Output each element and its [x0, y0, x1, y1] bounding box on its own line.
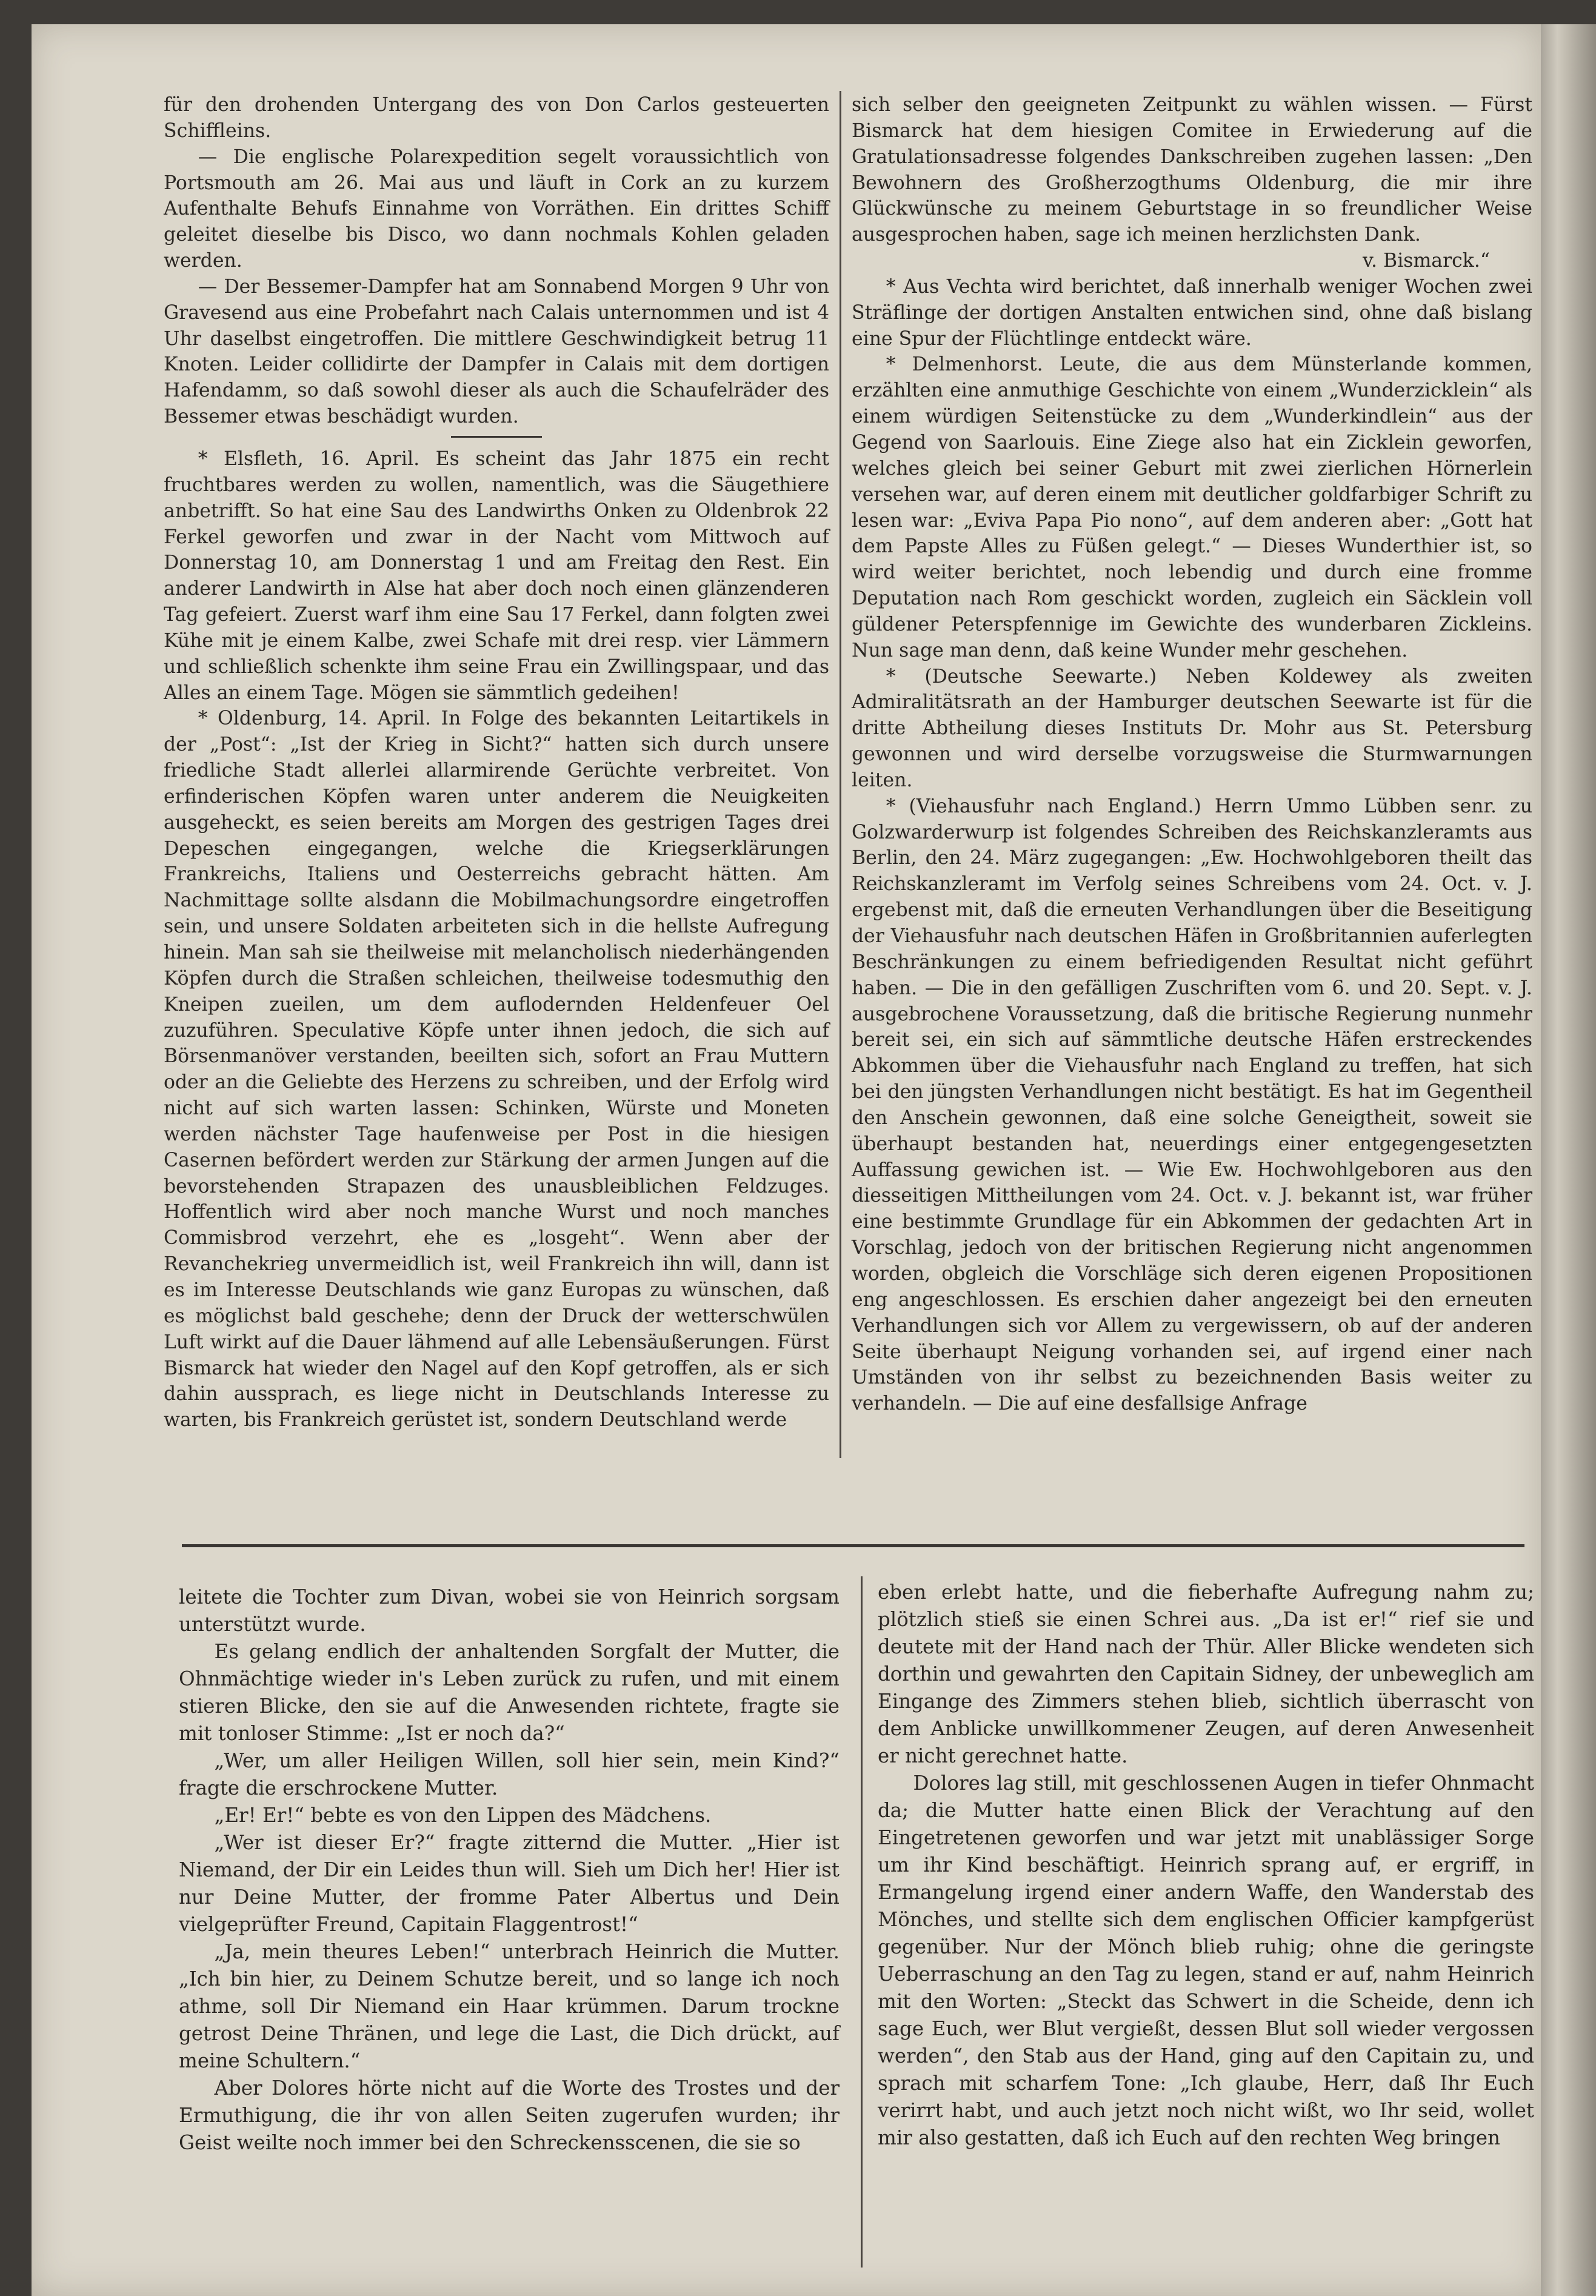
column-divider	[861, 1576, 863, 2268]
story-paragraph: „Wer, um aller Heiligen Willen, soll hier sein, mein Kind?“ fragte die erschrockene Mutter.	[179, 1749, 840, 1799]
news-paragraph: sich selber den geeigneten Zeitpunkt zu wählen wissen. — Fürst Bismarck hat dem hiesigen Comitee in Erwiederung auf die Gratulationsadresse folgendes Dankschreiben zugehen lassen: „Den Bewohnern des Großherzogthums Oldenburg, die mir ihre Glückwünsche zu meinem Geburtstage in so freundlicher Weise ausgesprochen haben, sage ich meinen herzlichsten Dank.	[852, 94, 1532, 246]
facing-page-edge	[1541, 24, 1596, 2296]
news-paragraph: für den drohenden Untergang des von Don Carlos gesteuerten Schiffleins.	[164, 94, 829, 142]
section-divider	[451, 436, 542, 438]
news-paragraph: — Der Bessemer-Dampfer hat am Sonnabend Morgen 9 Uhr von Gravesend aus eine Probefahrt nach Calais unternommen und ist 4 Uhr daselbst eingetroffen. Die mittlere Geschwindigkeit betrug 11 Knoten. Leider collidirte der Dampfer in Calais mit dem dortigen Hafendamm, so daß sowohl dieser als auch die Schaufelräder des Bessemer etwas beschädigt wurden.	[164, 275, 829, 428]
news-paragraph: * Delmenhorst. Leute, die aus dem Münsterlande kommen, erzählten eine anmuthige Geschichte von einem „Wunderzicklein“ als einem würdigen Seitenstücke zu dem „Wunderkindlein“ aus der Gegend von Saarlouis. Eine Ziege also hat ein Zicklein geworfen, welches gleich bei seiner Geburt mit zwei zierlichen Hörnerlein versehen war, auf deren einem mit deutlicher goldfarbiger Schrift zu lesen war: „Eviva Papa Pio nono“, auf dem anderen aber: „Gott hat dem Papste Alles zu Füßen gelegt.“ — Dieses Wunderthier ist, so wird weiter berichtet, noch lebendig und durch eine fromme Deputation nach Rom geschickt worden, zugleich ein Säcklein voll güldener Peterspfennige im Gewichte des wunderbaren Zickleins. Nun sage man denn, daß keine Wunder mehr geschehen.	[852, 353, 1532, 661]
news-column-left	[164, 92, 829, 1445]
news-paragraph: * (Viehausfuhr nach England.) Herrn Ummo Lübben senr. zu Golzwarderwurp ist folgendes Schreiben des Reichskanzleramts aus Berlin, den 24. März zugegangen: „Ew. Hochwohlgeboren theilt das Reichskanzleramt im Verfolg seines Schreibens vom 24. Oct. v. J. ergebenst mit, daß die erneuten Verhandlungen über die Beseitigung der Viehausfuhr nach deutschen Häfen in Großbritannien auferlegten Beschränkungen zu einem befriedigenden Resultat nicht geführt haben. — Die in den gefälligen Zuschriften vom 6. und 20. Sept. v. J. ausgebrochene Voraussetzung, daß die britische Regierung nunmehr bereit sei, ein sich auf sämmtliche deutsche Häfen erstreckendes Abkommen über die Viehausfuhr nach England zu treffen, hat sich bei den jüngsten Verhandlungen nicht bestätigt. Es hat im Gegentheil den Anschein gewonnen, daß eine solche Geneigtheit, soweit sie überhaupt bestanden hat, neuerdings einer entgegengesetzten Auffassung gewichen ist. — Wie Ew. Hochwohlgeboren aus den diesseitigen Mittheilungen vom 24. Oct. v. J. bekannt ist, war früher eine bestimmte Grundlage für ein Abkommen der gedachten Art in Vorschlag, jedoch von der britischen Regierung nicht angenommen worden, obgleich die Vorschläge sich deren eigenen Propositionen eng angeschlossen. Es erschien daher angezeigt bei den erneuten Verhandlungen sich vor Allem zu vergewissern, ob auf der anderen Seite überhaupt Neigung vorhanden sei, auf irgend einer nach Umständen von ihr selbst zu bezeichnenden Basis weiter zu verhandeln. — Die auf eine desfallsige Anfrage	[852, 795, 1532, 1415]
feuilleton-divider	[182, 1544, 1524, 1547]
news-column-right	[852, 92, 1532, 1445]
news-paragraph: * (Deutsche Seewarte.) Neben Koldewey als zweiten Admiralitätsrath an der Hamburger deutschen Seewarte ist für die dritte Abtheilung dieses Instituts Dr. Mohr aus St. Petersburg gewonnen und wird derselbe vorzugsweise die Sturmwarnungen leiten.	[852, 665, 1532, 791]
column-divider	[840, 91, 841, 1458]
story-paragraph: eben erlebt hatte, und die fieberhafte Aufregung nahm zu; plötzlich stieß sie einen Schrei aus. „Da ist er!“ rief sie und deutete mit der Hand nach der Thür. Aller Blicke wendeten sich dorthin und gewahrten den Capitain Sidney, der unbeweglich am Eingange des Zimmers stehen blieb, sichtlich überrascht von dem Anblicke unwillkommener Zeugen, auf deren Anwesenheit er nicht gerechnet hatte.	[878, 1581, 1534, 1767]
signature: v. Bismarck.“	[1362, 250, 1490, 272]
news-paragraph: — Die englische Polarexpedition segelt voraussichtlich von Portsmouth am 26. Mai aus und läuft in Cork an zu kurzem Aufenthalte Behufs Einnahme von Vorräthen. Ein drittes Schiff geleitet dieselbe bis Disco, wo dann nochmals Kohlen geladen werden.	[164, 146, 829, 272]
story-column-right	[878, 1579, 1534, 2264]
story-paragraph: „Ja, mein theures Leben!“ unterbrach Heinrich die Mutter. „Ich bin hier, zu Deinem Schutze bereit, und so lange ich noch athme, soll Dir Niemand ein Haar krümmen. Darum trockne getrost Deine Thränen, und lege die Last, die Dich drückt, auf meine Schultern.“	[179, 1940, 840, 2072]
news-paragraph: * Elsfleth, 16. April. Es scheint das Jahr 1875 ein recht fruchtbares werden zu wollen, namentlich, was die Säugethiere anbetrifft. So hat eine Sau des Landwirths Onken zu Oldenbrok 22 Ferkel geworfen und zwar in der Nacht vom Mittwoch auf Donnerstag 10, am Donnerstag 1 und am Freitag den Rest. Ein anderer Landwirth in Alse hat aber doch noch einen glänzenderen Tag gefeiert. Zuerst warf ihm eine Sau 17 Ferkel, dann folgten zwei Kühe mit je einem Kalbe, zwei Schafe mit drei resp. vier Lämmern und schließlich schenkte ihm seine Frau ein Zwillingspaar, und das Alles an einem Tage. Mögen sie sämmtlich gedeihen!	[164, 447, 829, 704]
story-paragraph: „Er! Er!“ bebte es von den Lippen des Mädchens.	[214, 1804, 712, 1827]
news-paragraph: * Aus Vechta wird berichtet, daß innerhalb weniger Wochen zwei Sträflinge der dortigen Anstalten entwichen sind, ohne daß bislang eine Spur der Flüchtlinge entdeckt wäre.	[852, 275, 1532, 350]
story-paragraph: Aber Dolores hörte nicht auf die Worte des Trostes und der Ermuthigung, die ihr von allen Seiten zugerufen wurden; ihr Geist weilte noch immer bei den Schreckensscenen, die sie so	[179, 2077, 840, 2154]
story-paragraph: Dolores lag still, mit geschlossenen Augen in tiefer Ohnmacht da; die Mutter hatte einen Blick der Verachtung auf den Eingetretenen geworfen und war jetzt mit unablässiger Sorge um ihr Kind beschäftigt. Heinrich sprang auf, er ergriff, in Ermangelung irgend einer andern Waffe, den Wanderstab des Mönches, und stellte sich dem englischen Officier kampfgerüst gegenüber. Nur der Mönch blieb ruhig; ohne die geringste Ueberraschung an den Tag zu legen, stand er auf, nahm Heinrich mit den Worten: „Steckt das Schwert in die Scheide, denn ich sage Euch, wer Blut vergießt, dessen Blut soll wieder vergossen werden“, den Stab aus der Hand, ging auf den Capitain zu, und sprach mit scharfem Tone: „Ich glaube, Herr, daß Ihr Euch verirrt habt, und auch jetzt noch nicht wißt, wo Ihr seid, wollet mir also gestatten, daß ich Euch auf den rechten Weg bringen	[878, 1772, 1534, 2149]
story-paragraph: Es gelang endlich der anhaltenden Sorgfalt der Mutter, die Ohnmächtige wieder in's Leben zurück zu rufen, und mit einem stieren Blicke, den sie auf die Anwesenden richtete, fragte sie mit tonloser Stimme: „Ist er noch da?“	[179, 1640, 840, 1745]
story-paragraph: leitete die Tochter zum Divan, wobei sie von Heinrich sorgsam unterstützt wurde.	[179, 1585, 840, 1636]
news-paragraph: * Oldenburg, 14. April. In Folge des bekannten Leitartikels in der „Post“: „Ist der Krieg in Sicht?“ hatten sich durch unsere friedliche Stadt allerlei allarmirende Gerüchte verbreitet. Von erfinderischen Köpfen waren unter anderem die Neuigkeiten ausgeheckt, es seien bereits am Morgen des gestrigen Tages drei Depeschen eingegangen, welche die Kriegserklärungen Frankreichs, Italiens und Oesterreichs gebracht hätten. Am Nachmittage sollte alsdann die Mobilmachungsordre eingetroffen sein, und unsere Soldaten arbeiteten sich in die hellste Aufregung hinein. Man sah sie theilweise mit melancholisch niederhängenden Köpfen durch die Straßen schleichen, theilweise todesmuthig den Kneipen zueilen, um dem auflodernden Heldenfeuer Oel zuzuführen. Speculative Köpfe unter ihnen jedoch, die sich auf Börsenmanöver verstanden, beeilten sich, sofort an Frau Muttern oder an die Geliebte des Herzens zu schreiben, und der Erfolg wird nicht auf sich warten lassen: Schinken, Würste und Moneten werden nächster Tage haufenweise per Post in die hiesigen Casernen befördert werden zur Stärkung der armen Jungen auf die bevorstehenden Strapazen des unausbleiblichen Feldzuges. Hoffentlich wird aber noch manche Wurst und noch manches Commisbrod verzehrt, ehe es „losgeht“. Wenn aber der Revanchekrieg unvermeidlich ist, weil Frankreich ihn will, dann ist es im Interesse Deutschlands wie ganz Europas zu wünschen, daß es möglichst bald geschehe; denn der Druck der wetterschwülen Luft wirkt auf die Dauer lähmend auf alle Lebensäußerungen. Fürst Bismarck hat wieder den Nagel auf den Kopf getroffen, als er sich dahin aussprach, es liege nicht in Deutschlands Interesse zu warten, bis Frankreich gerüstet ist, sondern Deutschland werde	[164, 708, 829, 1431]
story-column-left	[179, 1584, 840, 2263]
story-paragraph: „Wer ist dieser Er?“ fragte zitternd die Mutter. „Hier ist Niemand, der Dir ein Leides thun will. Sieh um Dich her! Hier ist nur Deine Mutter, der fromme Pater Albertus und Dein vielgeprüfter Freund, Capitain Flaggentrost!“	[179, 1831, 840, 1936]
